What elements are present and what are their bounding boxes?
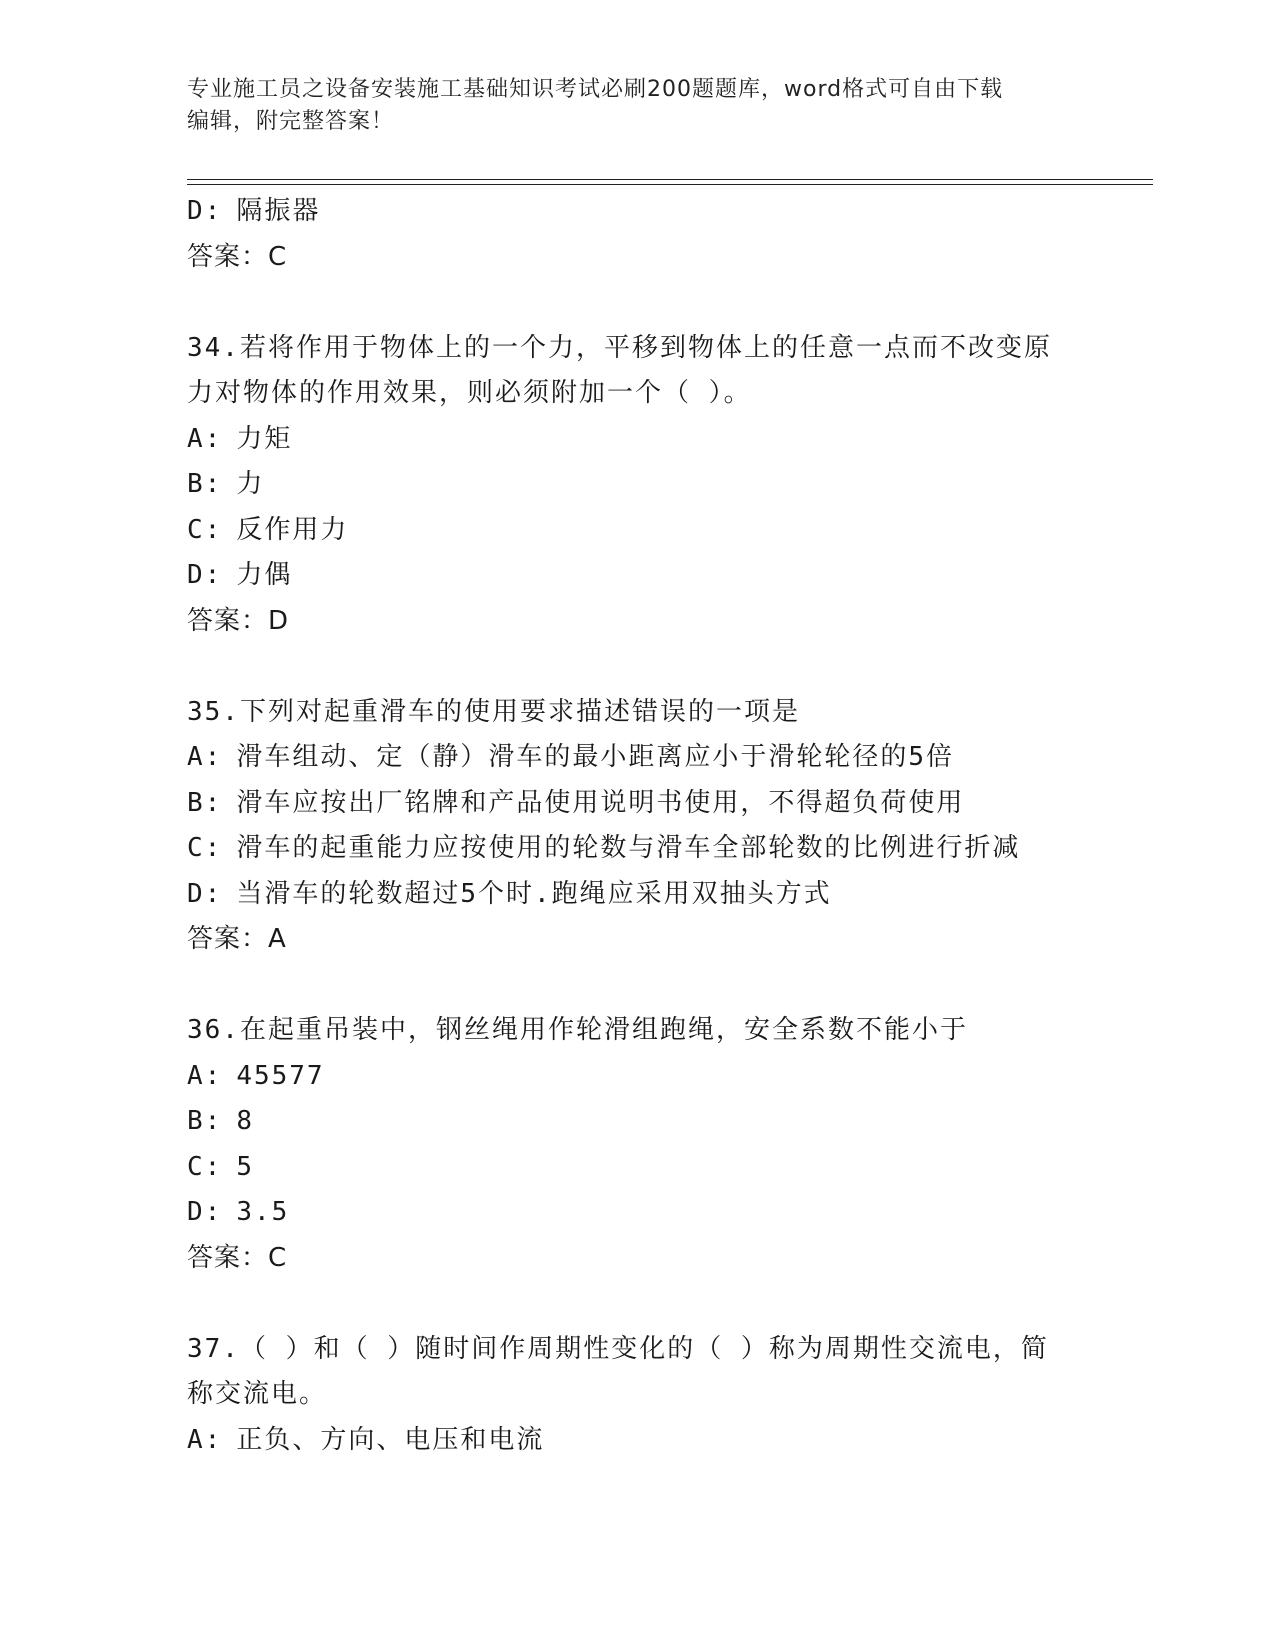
spacer bbox=[187, 1281, 1087, 1327]
option-text: 滑车应按出厂铭牌和产品使用说明书使用，不得超负荷使用 bbox=[236, 787, 965, 818]
option-text: 滑车组动、定（静）滑车的最小距离应小于滑轮轮径的5倍 bbox=[236, 742, 954, 772]
option-label: A: bbox=[187, 423, 223, 454]
option-label: D: bbox=[187, 560, 223, 590]
option-c bbox=[187, 1145, 1087, 1191]
question-34-line-2: 力对物体的作用效果，则必须附加一个（ ）。 bbox=[187, 378, 752, 408]
option-d bbox=[187, 1190, 1087, 1236]
option-label: D: bbox=[187, 878, 223, 909]
option-a bbox=[187, 1418, 1087, 1464]
option-text: 正负、方向、电压和电流 bbox=[236, 1424, 545, 1455]
option-label: C: bbox=[187, 1151, 223, 1182]
option-text: 隔振器 bbox=[236, 196, 321, 226]
option-label: B: bbox=[187, 469, 223, 499]
question-37-line-2: 称交流电。 bbox=[187, 1379, 328, 1409]
option-text: 当滑车的轮数超过5个时.跑绳应采用双抽头方式 bbox=[236, 878, 832, 909]
option-label: A: bbox=[187, 742, 223, 772]
option-a bbox=[187, 1054, 1087, 1100]
option-label: A: bbox=[187, 1060, 223, 1091]
option-text: 力 bbox=[236, 469, 265, 499]
spacer bbox=[187, 280, 1087, 326]
option-text: 滑车的起重能力应按使用的轮数与滑车全部轮数的比例进行折减 bbox=[236, 833, 1021, 863]
option-c bbox=[187, 508, 1087, 554]
question-34-line-1: 34.若将作用于物体上的一个力，平移到物体上的任意一点而不改变原 bbox=[187, 332, 1052, 363]
option-label: A: bbox=[187, 1424, 223, 1455]
answer-line: 答案：D bbox=[187, 605, 290, 636]
option-text: 45577 bbox=[236, 1060, 325, 1091]
option-text: 力矩 bbox=[236, 423, 293, 454]
option-d bbox=[187, 872, 1087, 918]
header-line-2: 编辑，附完整答案！ bbox=[187, 109, 395, 134]
question-36-line-1: 36.在起重吊装中，钢丝绳用作轮滑组跑绳，安全系数不能小于 bbox=[187, 1015, 968, 1045]
header-divider-top bbox=[187, 179, 1153, 180]
header-line-1: 专业施工员之设备安装施工基础知识考试必刷200题题库，word格式可自由下载 bbox=[187, 77, 1004, 102]
answer-line: 答案：A bbox=[187, 924, 287, 954]
question-list bbox=[187, 189, 1087, 1463]
option-label: B: bbox=[187, 787, 223, 818]
option-d bbox=[187, 553, 1087, 599]
option-label: D: bbox=[187, 1197, 223, 1227]
spacer bbox=[187, 644, 1087, 690]
option-a bbox=[187, 417, 1087, 463]
option-text: 力偶 bbox=[236, 560, 293, 590]
option-b bbox=[187, 781, 1087, 827]
option-text: 3.5 bbox=[236, 1197, 290, 1227]
option-text: 5 bbox=[236, 1151, 254, 1182]
answer-line: 答案：C bbox=[187, 241, 288, 272]
question-35-line-1: 35.下列对起重滑车的使用要求描述错误的一项是 bbox=[187, 696, 800, 727]
option-c bbox=[187, 826, 1087, 872]
header-divider-bottom bbox=[187, 184, 1153, 185]
document-header bbox=[187, 74, 1087, 138]
option-text: 反作用力 bbox=[236, 514, 349, 545]
option-label: B: bbox=[187, 1106, 223, 1136]
question-37-line-1: 37.（ ）和（ ）随时间作周期性变化的（ ）称为周期性交流电，简 bbox=[187, 1333, 1049, 1364]
option-label: C: bbox=[187, 833, 223, 863]
option-b bbox=[187, 462, 1087, 508]
option-a bbox=[187, 735, 1087, 781]
answer-line: 答案：C bbox=[187, 1242, 288, 1273]
option-label: D: bbox=[187, 196, 223, 226]
spacer bbox=[187, 963, 1087, 1009]
option-d bbox=[187, 189, 1087, 235]
option-label: C: bbox=[187, 514, 223, 545]
option-text: 8 bbox=[236, 1106, 254, 1136]
option-b bbox=[187, 1099, 1087, 1145]
